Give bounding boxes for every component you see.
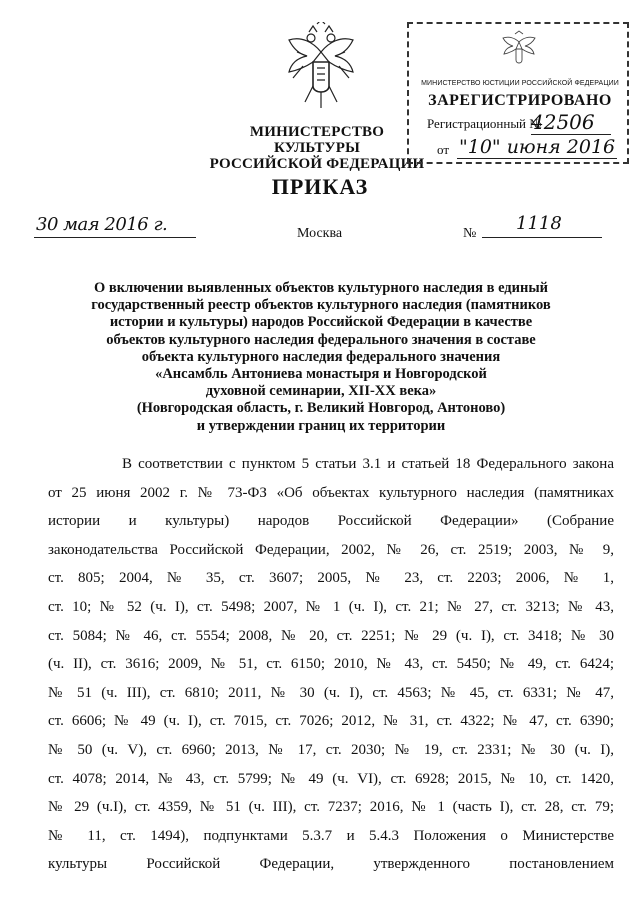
registration-stamp: [407, 22, 629, 164]
body-line: истории и культуры) народов Российской Федерации» (Собрание: [48, 513, 614, 530]
body-line: ст. 4078; 2014, № 43, ст. 5799; № 49 (ч. VI), ст. 6928; 2015, № 10, ст. 1420,: [48, 770, 614, 787]
double-headed-eagle-icon: [283, 22, 359, 110]
heading-line: и утверждении границ их территории: [196, 417, 446, 434]
body-line: № 50 (ч. V), ст. 6960; 2013, № 17, ст. 2030; № 19, ст. 2331; № 30 (ч. I),: [48, 741, 614, 758]
body-line: ст. 6606; № 49 (ч. I), ст. 7015, ст. 7026; 2012, № 31, ст. 4322; № 47, ст. 6390;: [48, 713, 614, 730]
body-line: № 11, ст. 1494), подпунктами 5.3.7 и 5.4.3 Положения о Министерстве: [48, 827, 614, 844]
order-heading: [60, 280, 582, 435]
order-date-line: [34, 237, 196, 238]
body-line: ст. 5084; № 46, ст. 5554; 2008, № 20, ст. 2251; № 29 (ч. I), ст. 3418; № 30: [48, 627, 614, 644]
order-number-label: №: [463, 226, 477, 241]
document-title: ПРИКАЗ: [271, 174, 369, 199]
order-body: [48, 450, 614, 879]
body-line: законодательства Российской Федерации, 2002, № 26, ст. 2519; 2003, № 9,: [48, 541, 614, 558]
stamp-date-line: [457, 158, 617, 159]
ministry-line-1: МИНИСТЕРСТВО КУЛЬТУРЫ: [249, 124, 385, 156]
heading-line: духовной семинарии, XII-XX века»: [205, 383, 437, 400]
stamp-number-line: [531, 134, 611, 135]
heading-line: истории и культуры) народов Российской Федерации в качестве: [109, 314, 533, 331]
order-date: 30 мая 2016 г.: [36, 214, 168, 235]
heading-line: «Ансамбль Антониева монастыря и Новгородской: [155, 366, 487, 383]
body-line: № 29 (ч.I), ст. 4359, № 51 (ч. III), ст. 7237; 2016, № 1 (часть I), ст. 28, ст. 79;: [48, 799, 614, 816]
heading-line: (Новгородская область, г. Великий Новгород, Антоново): [136, 400, 506, 417]
stamp-eagle-icon: [501, 30, 537, 68]
order-city: Москва: [297, 226, 343, 241]
body-line: № 51 (ч. III), ст. 6810; 2011, № 30 (ч. I), ст. 4563; № 45, ст. 6331; № 47,: [48, 684, 614, 701]
body-line: от 25 июня 2002 г. № 73-ФЗ «Об объектах культурного наследия (памятниках: [48, 484, 614, 501]
heading-line: государственный реестр объектов культурного наследия (памятников: [91, 297, 551, 314]
heading-line: О включении выявленных объектов культурного наследия в единый: [93, 280, 549, 296]
body-line: ст. 805; 2004, № 35, ст. 3607; 2005, № 23, ст. 2203; 2006, № 1,: [48, 570, 614, 587]
body-line: (ч. II), ст. 3616; 2009, № 51, ст. 6150; 2010, № 43, ст. 5450; № 49, ст. 6424;: [48, 656, 614, 673]
stamp-number-value: 42506: [531, 110, 595, 134]
body-line: культуры Российской Федерации, утвержденного постановлением: [48, 856, 614, 873]
body-line: В соответствии с пунктом 5 статьи 3.1 и статьей 18 Федерального закона: [122, 456, 614, 472]
heading-line: объектов культурного наследия федерального значения в составе: [106, 331, 536, 348]
body-line: ст. 10; № 52 (ч. I), ст. 5498; 2007, № 1 (ч. I), ст. 21; № 27, ст. 3213; № 43,: [48, 598, 614, 615]
ministry-line-2: РОССИЙСКОЙ ФЕДЕРАЦИИ: [209, 156, 425, 172]
stamp-status: ЗАРЕГИСТРИРОВАНО: [428, 92, 612, 109]
stamp-date-value: "10" июня 2016: [459, 136, 616, 158]
ministry-name: [207, 124, 427, 172]
stamp-date-label: от: [437, 142, 450, 157]
stamp-number-label: Регистрационный №: [427, 116, 542, 131]
order-number-value: 1118: [516, 213, 562, 234]
heading-line: объекта культурного наследия федерального значения: [141, 348, 501, 365]
stamp-ministry: МИНИСТЕРСТВО ЮСТИЦИИ РОССИЙСКОЙ ФЕДЕРАЦИИ: [421, 80, 619, 87]
order-number-line: [482, 237, 602, 238]
